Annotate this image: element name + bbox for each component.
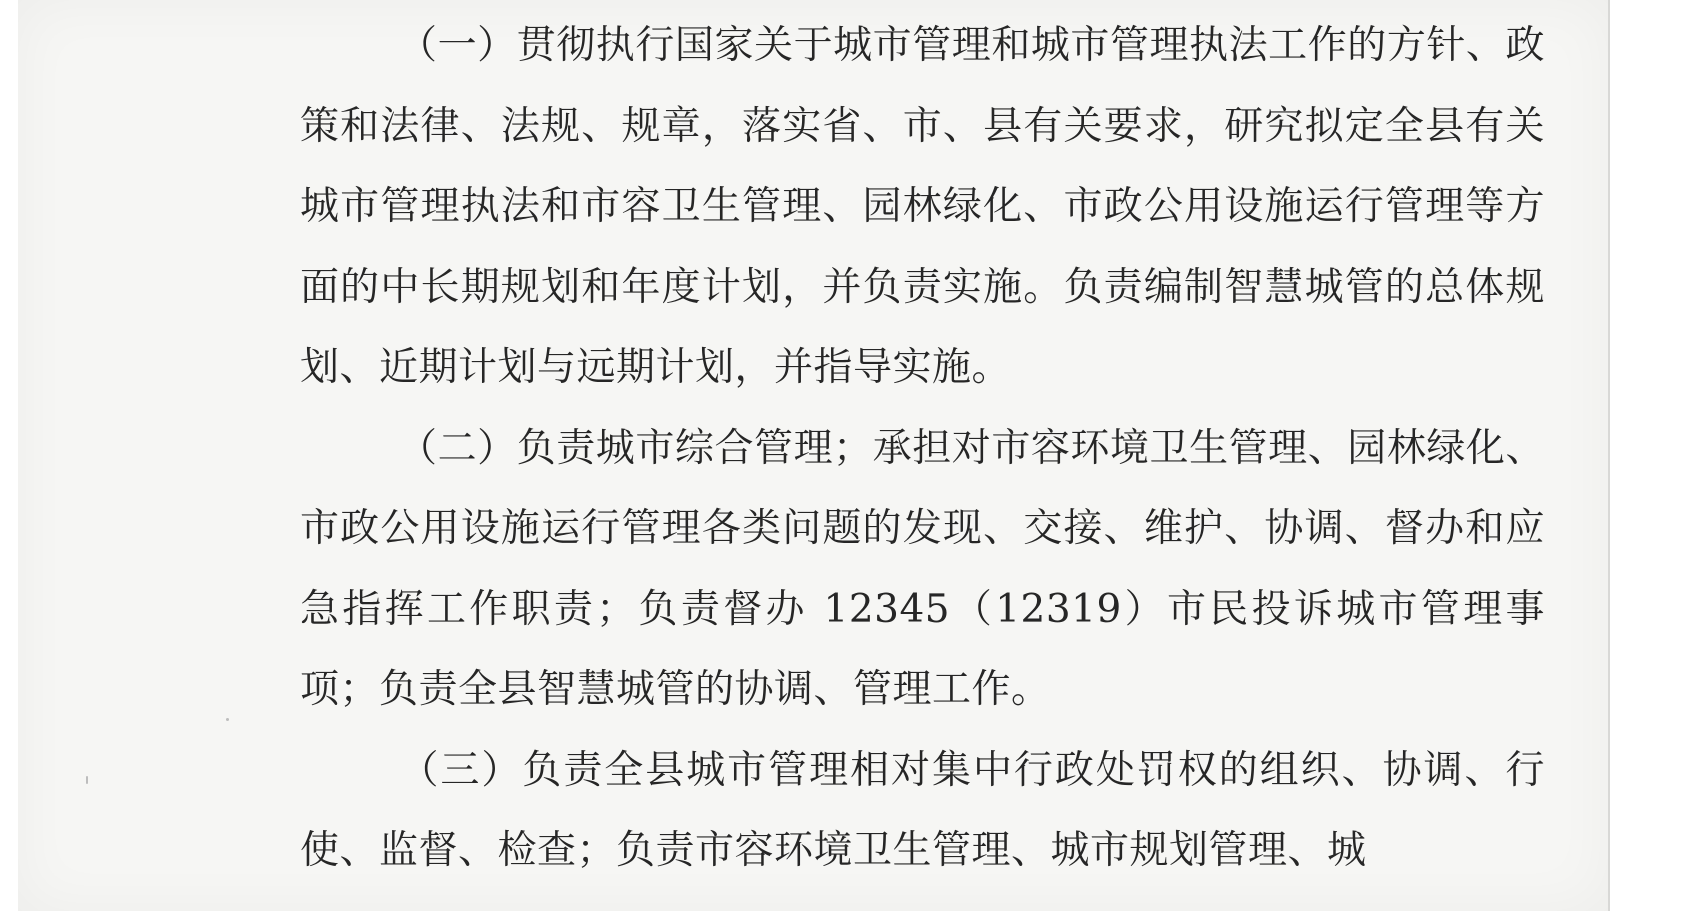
paragraph-1-text: （一）贯彻执行国家关于城市管理和城市管理执法工作的方针、政策和法律、法规、规章，落实省、市、县有关要求，研究拟定全县有关城市管理执法和市容卫生管理、园林绿化、市政公用设施运行管理等方面的中长期规划和年度计划，并负责实施。负责编制智慧城管的总体规划、近期计划与远期计划，并指导实施。	[300, 23, 1545, 390]
page-edge	[1608, 0, 1610, 911]
scan-speck	[86, 776, 88, 784]
paragraph-3-text: （三）负责全县城市管理相对集中行政处罚权的组织、协调、行使、监督、检查；负责市容环境卫生管理、城市规划管理、城	[300, 747, 1545, 873]
paragraph-2	[300, 409, 1545, 731]
document-body	[300, 6, 1545, 892]
paragraph-3	[300, 731, 1545, 892]
paragraph-1	[300, 6, 1545, 409]
paragraph-2-text: （二）负责城市综合管理；承担对市容环境卫生管理、园林绿化、市政公用设施运行管理各类问题的发现、交接、维护、协调、督办和应急指挥工作职责；负责督办 12345（12319）市民投诉城市管理事项；负责全县智慧城管的协调、管理工作。	[300, 425, 1545, 712]
scan-speck	[226, 718, 229, 721]
